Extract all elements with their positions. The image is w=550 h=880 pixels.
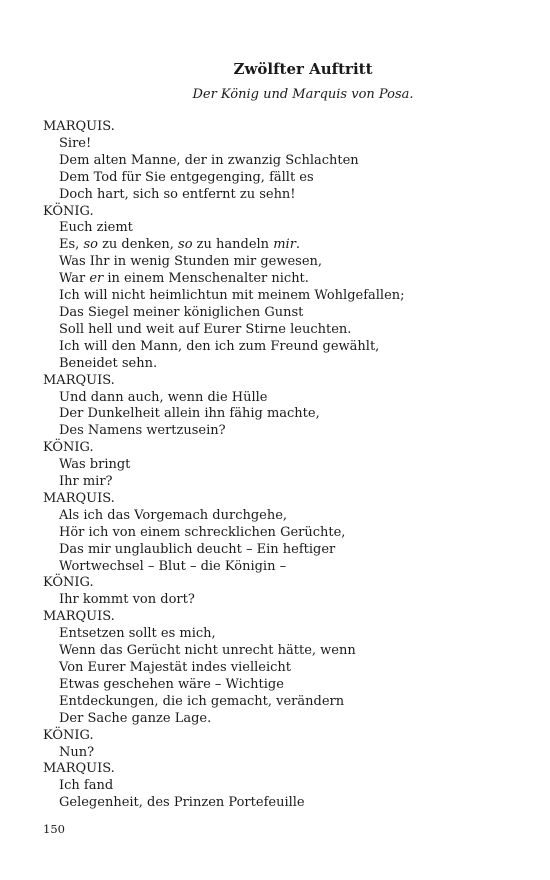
verse-line: Und dann auch, wenn die Hülle — [59, 389, 268, 405]
verse-segment: zu handeln — [192, 237, 274, 253]
verse-line: Euch ziemt — [59, 220, 133, 236]
dialogue-text — [43, 119, 513, 812]
emphasis-text: er — [89, 271, 104, 287]
verse-line: Was bringt — [59, 457, 131, 473]
verse-line: Hör ich von einem schrecklichen Gerüchte, — [59, 524, 346, 540]
verse-line: Ihr mir? — [59, 474, 113, 490]
verse-segment: zu denken, — [97, 237, 179, 253]
verse-line: Sire! — [59, 135, 92, 151]
speaker-name: KÖNIG. — [43, 440, 94, 456]
verse-line: Doch hart, sich so entfernt zu sehn! — [59, 186, 296, 202]
verse-line: Wortwechsel – Blut – die Königin – — [59, 558, 287, 574]
verse-line: Ich will nicht heimlichtun mit meinem Wohlgefallen; — [59, 288, 405, 304]
verse-line: Beneidet sehn. — [59, 355, 158, 371]
speaker-name: MARQUIS. — [43, 490, 115, 506]
speaker-name: KÖNIG. — [43, 575, 94, 591]
speaker-name: MARQUIS. — [43, 372, 115, 388]
verse-segment: . — [295, 237, 301, 253]
verse-line: Ich fand — [59, 778, 114, 794]
verse-line: Des Namens wertzusein? — [59, 423, 226, 439]
verse-line: Ihr kommt von dort? — [59, 592, 195, 608]
verse-line — [43, 237, 513, 254]
emphasis-text: so — [83, 237, 98, 253]
emphasis-text: so — [178, 237, 193, 253]
verse-line: Als ich das Vorgemach durchgehe, — [59, 507, 288, 523]
page-number: 150 — [43, 822, 65, 836]
verse-line: Das Siegel meiner königlichen Gunst — [59, 304, 304, 320]
emphasis-text: mir — [273, 237, 296, 253]
verse-line: Etwas geschehen wäre – Wichtige — [59, 676, 284, 692]
speaker-name: MARQUIS. — [43, 761, 115, 777]
verse-line: Soll hell und weit auf Eurer Stirne leuchten. — [59, 321, 352, 337]
speaker-name: KÖNIG. — [43, 203, 94, 219]
verse-line: Dem Tod für Sie entgegenging, fällt es — [59, 169, 314, 185]
verse-line: Wenn das Gerücht nicht unrecht hätte, wenn — [59, 643, 356, 659]
verse-line — [43, 271, 513, 288]
scene-title: Zwölfter Auftritt — [233, 60, 373, 78]
verse-line: Der Dunkelheit allein ihn fähig machte, — [59, 406, 320, 422]
verse-line: Von Eurer Majestät indes vielleicht — [59, 660, 292, 675]
verse-segment: in einem Menschenalter nicht. — [103, 271, 309, 287]
verse-line: Das mir unglaublich deucht – Ein heftiger — [59, 541, 336, 557]
verse-segment: War — [59, 271, 90, 287]
verse-line: Entdeckungen, die ich gemacht, verändern — [59, 693, 345, 709]
speaker-name: KÖNIG. — [43, 727, 94, 743]
speaker-name: MARQUIS. — [43, 119, 115, 134]
verse-line: Gelegenheit, des Prinzen Portefeuille — [59, 795, 305, 811]
scene-subtitle: Der König und Marquis von Posa. — [192, 87, 414, 102]
verse-line: Der Sache ganze Lage. — [59, 710, 212, 726]
verse-line: Dem alten Manne, der in zwanzig Schlachten — [59, 152, 359, 168]
verse-segment: Es, — [59, 237, 84, 253]
verse-line: Entsetzen sollt es mich, — [59, 626, 216, 642]
verse-line: Was Ihr in wenig Stunden mir gewesen, — [59, 254, 323, 270]
verse-line: Nun? — [59, 744, 95, 760]
speaker-name: MARQUIS. — [43, 609, 115, 625]
verse-line: Ich will den Mann, den ich zum Freund gewählt, — [59, 338, 380, 354]
